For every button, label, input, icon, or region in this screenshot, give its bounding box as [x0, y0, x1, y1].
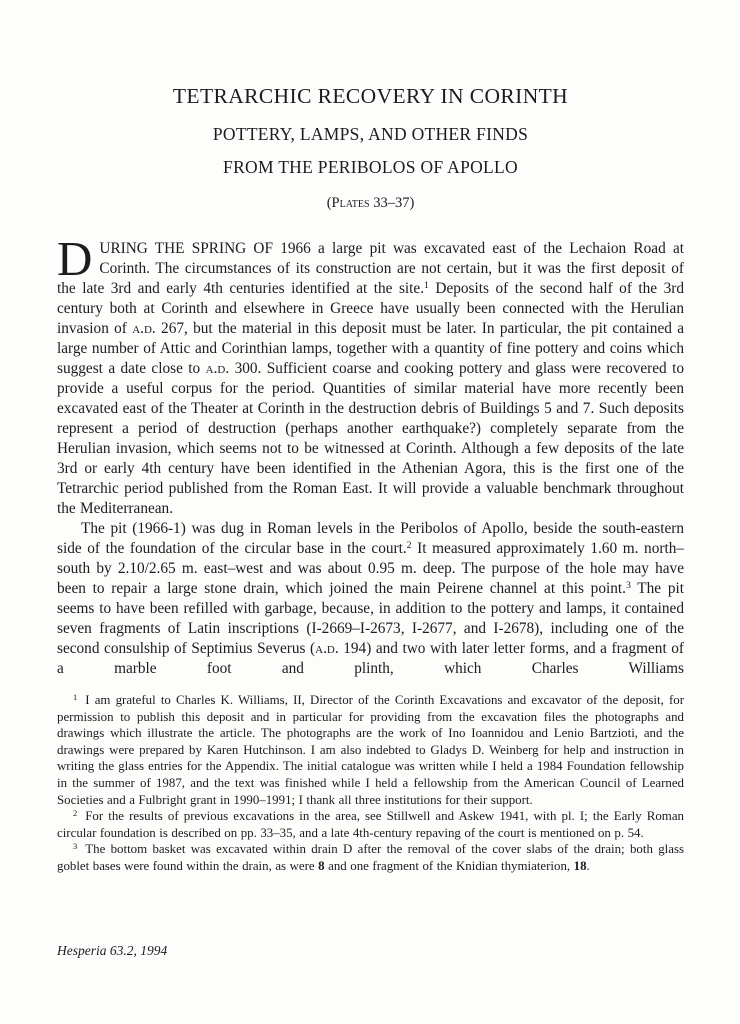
footnote-3-text: The bottom basket was excavated within drain D after the removal of the cover slabs of the drain; both glass goblet bases were found within the drain, as were 8 and one fragment of the Knidian thymiaterion, 18. [57, 842, 684, 873]
paragraph-1-text: URING THE SPRING OF 1966 a large pit was excavated east of the Lechaion Road at Corinth. The circumstances of its construction are not certain, but it was the first deposit of the late 3rd and early 4th centuries identified at the site.$^1$ Deposits of the second half of the 3rd century both at Corinth and elsewhere in Greece have usually been connected with the Herulian invasion of a.d. 267, but the material in this deposit must be later. In particular, the pit contained a large number of Attic and Corinthian lamps, together with a quantity of fine pottery and coins which suggest a date close to a.d. 300. Sufficient coarse and cooking pottery and glass were recovered to provide a useful corpus for the period. Quantities of similar material have more recently been excavated east of the Theater at Corinth in the destruction debris of Buildings 5 and 7. Such deposits represent a period of destruction (perhaps another earthquake?) completely separate from the Herulian invasion, which seems not to be witnessed at Corinth. Although a few deposits of the late 3rd or early 4th century have been identified in the Athenian Agora, this is the first one of the Tetrarchic period published from the Roman East. It will provide a valuable benchmark throughout the Mediterranean. [57, 240, 685, 517]
footnotes-section [57, 692, 684, 875]
footnote-1 [57, 692, 684, 808]
footnote-3 [57, 841, 684, 874]
footnote-2 [57, 808, 684, 841]
footnote-1-text: I am grateful to Charles K. Williams, II, Director of the Corinth Excavations and excavator of the deposit, for permission to publish this deposit and in particular for providing from the excavation files the photographs and drawings which illustrate the article. The photographs are the work of Ino Ioannidou and Lenio Bartzioti, and the drawings were prepared by Karen Hutchinson. I am also indebted to Gladys D. Weinberg for help and instruction in writing the glass entries for the Appendix. The initial catalogue was written while I held a 1984 Foundation fellowship in the summer of 1987, and the text was finished while I held a fellowship from the American Council of Learned Societies and a Fulbright grant in 1990–1991; I thank all three institutions for their support. [57, 693, 684, 807]
footnote-3-number: 3 [73, 841, 78, 852]
body-paragraph-1 [57, 231, 685, 519]
page-footer [57, 942, 167, 960]
body-paragraph-2: The pit (1966-1) was dug in Roman levels in the Peribolos of Apollo, beside the south-eastern side of the foundation of the circular base in the court.$^2$ It measured approximately 1.60 m. north–south by 2.10/2.65 m. east–west and was about 0.95 m. deep. The purpose of the hole may have been to repair a large stone drain, which joined the main Peirene channel at this point.$^3$ The pit seems to have been refilled with garbage, because, in addition to the pottery and lamps, it contained seven fragments of Latin inscriptions (I-2669–I-2673, I-2677, and I-2678), including one of the second consulship of Septimius Severus (a.d. 194) and two with later letter forms, and a fragment of a marble foot and plinth, which Charles Williams [57, 520, 684, 677]
article-subtitle-line1: POTTERY, LAMPS, AND OTHER FINDS [212, 124, 529, 144]
article-subtitle-line2: FROM THE PERIBOLOS OF APOLLO [223, 157, 518, 177]
journal-citation: Hesperia 63.2, 1994 [57, 943, 168, 958]
article-body [57, 231, 685, 679]
footnote-1-number: 1 [73, 691, 78, 702]
footnote-2-number: 2 [73, 807, 78, 818]
article-header [57, 84, 684, 212]
footnote-2-text: For the results of previous excavations in the area, see Stillwell and Askew 1941, with pl. I; the Early Roman circular foundation is described on pp. 33–35, and a late 4th-century repaving of the court is mentioned on p. 54. [57, 809, 684, 840]
article-title: TETRARCHIC RECOVERY IN CORINTH [172, 84, 569, 108]
plates-reference: (Plates 33–37) [326, 195, 415, 211]
drop-cap: D [57, 231, 93, 286]
